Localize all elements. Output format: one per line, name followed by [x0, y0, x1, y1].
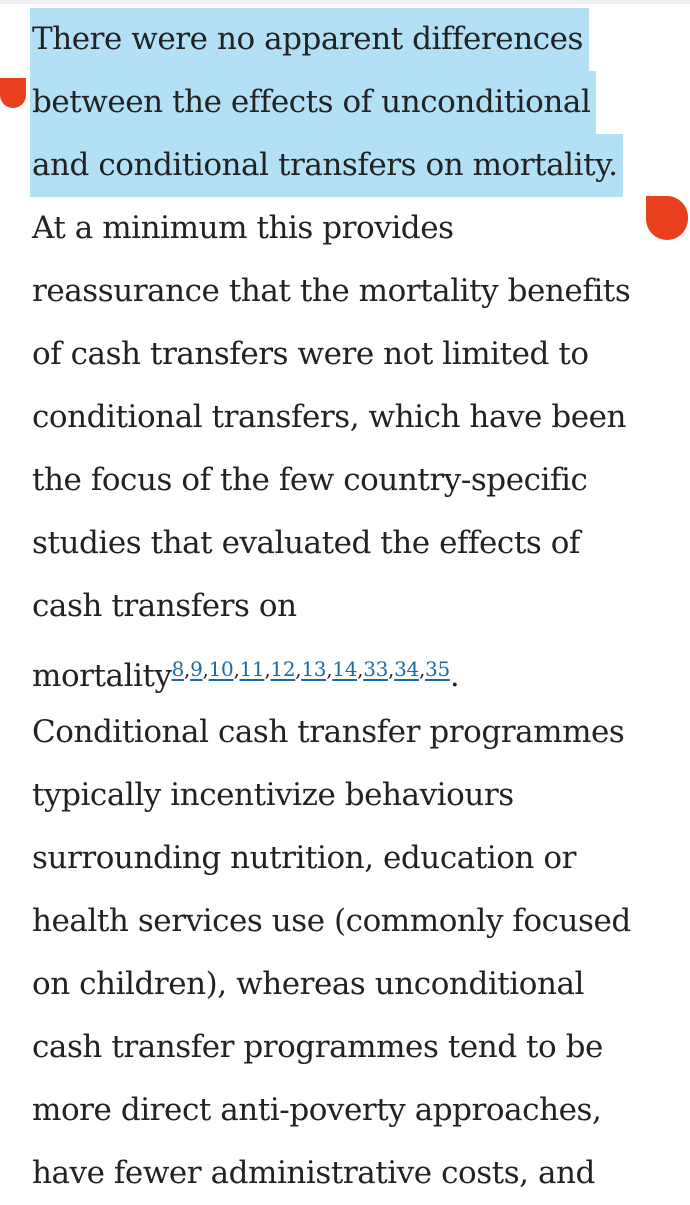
text-line: more direct anti-poverty approaches,	[32, 1092, 602, 1128]
text-line: cash transfer programmes tend to be	[32, 1029, 603, 1065]
top-divider	[0, 0, 690, 4]
ref-separator: ,	[202, 657, 209, 681]
ref-separator: ,	[184, 657, 191, 681]
ref-separator: ,	[388, 657, 395, 681]
ref-separator: ,	[326, 657, 333, 681]
ref-link[interactable]: 34	[394, 657, 419, 681]
ref-link[interactable]: 10	[208, 657, 234, 681]
text-line: studies that evaluated the effects of	[32, 525, 580, 561]
text-line: reassurance that the mortality benefits	[32, 273, 631, 309]
ref-separator: ,	[233, 657, 240, 681]
citation-anchor-word: mortality	[32, 658, 172, 694]
ref-link[interactable]: 8	[171, 657, 185, 681]
ref-link[interactable]: 33	[363, 657, 389, 681]
text-line: Conditional cash transfer programmes	[32, 714, 625, 750]
selected-text[interactable]: between the effects of unconditional	[32, 71, 590, 134]
ref-separator: ,	[357, 657, 364, 681]
text-line: on children), whereas unconditional	[32, 966, 584, 1002]
selected-text[interactable]: There were no apparent differences	[32, 8, 583, 71]
citation-line	[32, 638, 672, 701]
ref-link[interactable]: 12	[270, 657, 296, 681]
text-line[interactable]	[32, 8, 672, 71]
ref-separator: ,	[295, 657, 302, 681]
ref-link[interactable]: 35	[425, 657, 450, 681]
citation-refs	[172, 657, 450, 681]
ref-link[interactable]: 11	[239, 657, 265, 681]
text-line: At a minimum this provides	[32, 210, 454, 246]
ref-link[interactable]: 14	[332, 657, 358, 681]
selected-text[interactable]: and conditional transfers on mortality.	[32, 134, 617, 197]
ref-link[interactable]: 13	[301, 657, 327, 681]
text-line: typically incentivize behaviours	[32, 777, 514, 813]
text-line: health services use (commonly focused	[32, 903, 631, 939]
ref-link[interactable]: 9	[190, 657, 203, 681]
text-line: cash transfers on	[32, 588, 297, 624]
text-line: the focus of the few country-specific	[32, 462, 588, 498]
text-line[interactable]	[32, 134, 672, 197]
text-line[interactable]	[32, 71, 672, 134]
text-line: conditional transfers, which have been	[32, 399, 627, 435]
article-body	[32, 8, 672, 1205]
text-line: have fewer administrative costs, and	[32, 1155, 595, 1191]
text-line: of cash transfers were not limited to	[32, 336, 589, 372]
selection-start-handle[interactable]	[0, 78, 26, 108]
sentence-end: .	[449, 658, 460, 694]
text-line: surrounding nutrition, education or	[32, 840, 576, 876]
ref-separator: ,	[264, 657, 271, 681]
ref-separator: ,	[418, 657, 426, 681]
